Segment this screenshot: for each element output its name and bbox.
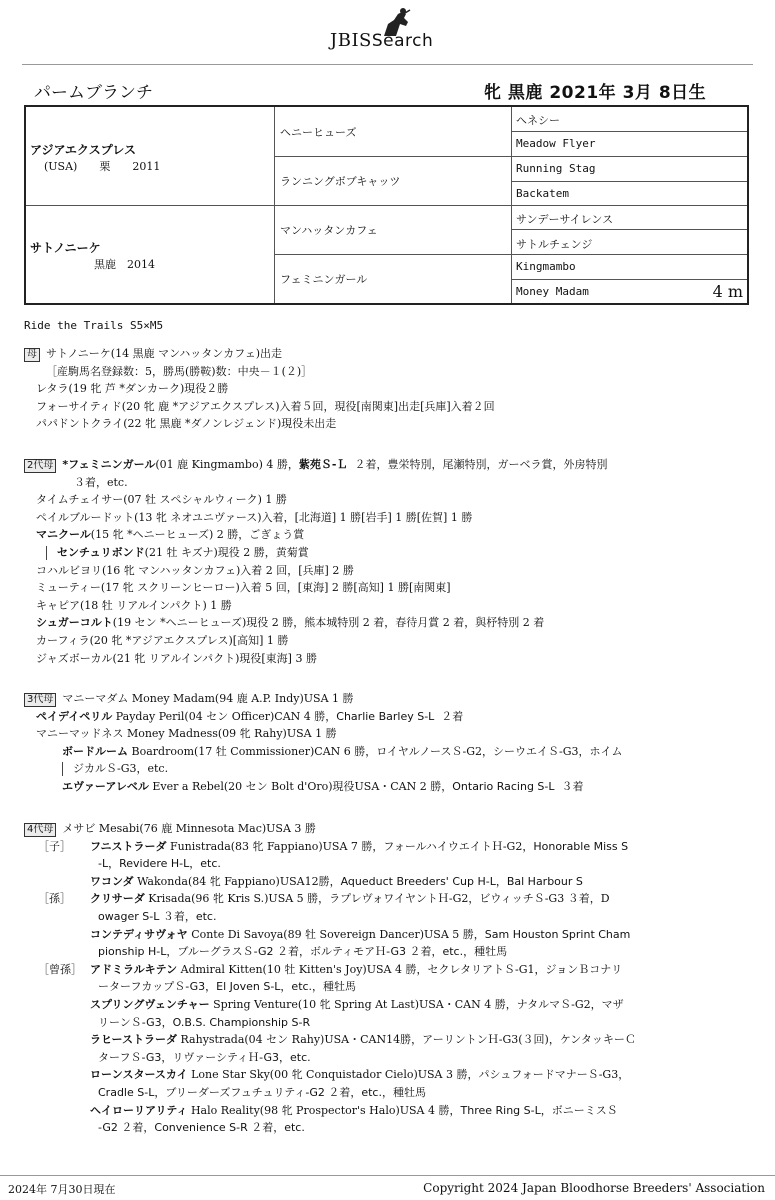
dam-dam[interactable]: フェミニンガール [280,273,368,286]
offspring-record-cont: -G2 ２着，Convenience S-R ２着，etc. [98,1121,305,1135]
offspring-record: (19 セン *ヘニーヒューズ)現役 2 勝，熊本城特別 2 着，春待月賞 2 着，與杼特別 2 着 [112,616,545,630]
offspring-record: Rahystrada(04 セン Rahy)USA・CAN14勝，アーリントンＨ-G3(３回)，ケンタッキーＣ [180,1033,636,1047]
offspring-name[interactable]: マニクール [36,528,91,542]
sire-name[interactable]: アジアエクスプレス [30,143,136,157]
race-name: Aqueduct Breeders' Cup H-L，Bal Harbour S [340,874,583,888]
dam-line[interactable]: サトノニーケ(14 黒鹿 マンハッタンカフェ)出走 [46,347,283,360]
offspring-record: Payday Peril(04 セン Officer)CAN 4 勝， [115,709,337,723]
offspring-record-cont: Cradle S-L，ブリーダーズフュチュリティ-G2 ２着，etc.，種牡馬 [98,1085,426,1099]
horse-info: 牝 黒鹿 2021年 3月 8日生 [484,83,707,103]
dam-name[interactable]: サトノニーケ [30,241,101,255]
as-of-date: 2024年 7月30日現在 [8,1183,116,1196]
offspring-line[interactable]: ジャズボーカル(21 牝 リアルインパクト)現役[東海] 3 勝 [36,651,317,665]
tag-dam: 母 [24,348,40,362]
offspring-name[interactable]: クリサーダ [90,892,145,906]
offspring-record: Krisada(96 牝 Kris S.)USA 5 勝，ラプレヴォワイヤントＨ-G2，ビウィッチＳ-G3 ３着，D [148,892,610,906]
footer-divider [0,1175,775,1176]
offspring-line[interactable]: ペイルブルードット(13 牝 ネオユニヴァース)入着，[北海道] 1 勝[岩手] 1 勝[佐賀] 1 勝 [36,510,473,524]
offspring-name[interactable]: ワコンダ [90,874,134,888]
label-grandchild: ［孫］ [38,892,71,906]
race-name: Sam Houston Sprint Cham [484,927,631,941]
offspring-record-cont: ジカルＳ-G3，etc. [73,762,169,776]
inbreed-note: 4 m [712,282,743,301]
offspring-record-cont: pionship H-L，ブルーグラスＳ-G2 ２着，ボルティモアＨ-G3 ２着，etc.，種牡馬 [98,945,508,959]
offspring-record-cont: owager S-L ３着，etc. [98,909,217,923]
offspring-line[interactable]: カーフィラ(20 牝 *アジアエクスプレス)[高知] 1 勝 [36,633,289,647]
offspring-record-cont: -L，Revidere H-L，etc. [98,857,221,871]
offspring-name[interactable]: ヘイローリアリティ [90,1103,188,1117]
cross-note: Ride the Trails S5×M5 [24,319,164,332]
second-dam-record: (01 鹿 Kingmambo) 4 勝， [155,458,299,471]
copyright: Copyright 2024 Japan Bloodhorse Breeders' Association [423,1181,765,1195]
sire-dam[interactable]: ランニングボブキャッツ [280,175,401,188]
offspring-name[interactable]: ローンスタースカイ [90,1068,188,1082]
sire-details: (USA) 栗 2011 [44,160,161,173]
offspring-record: Boardroom(17 牡 Commissioner)CAN 6 勝，ロイヤルノースＳ-G2，シーウエイＳ-G3，ホイム [131,744,623,758]
ped-g3-1[interactable]: ヘネシー [516,114,560,127]
offspring-record: Admiral Kitten(10 牡 Kitten's Joy)USA 4 勝，セクレタリアトＳ-G1，ジョンＢコナリ [180,962,623,976]
offspring-record-cont: リーンＳ-G3，O.B.S. Championship S-R [98,1015,311,1029]
offspring-record: Lone Star Sky(00 牝 Conquistador Cielo)USA 3 勝，パシュフォードマナーＳ-G3， [191,1068,630,1082]
ped-g3-4[interactable]: Backatem [516,187,569,200]
offspring-record: ，ボニーミスＳ [540,1103,618,1117]
dam-section [24,345,495,433]
offspring-name[interactable]: ラヒーストラーダ [90,1033,178,1047]
offspring-name[interactable]: アドミラルキテン [90,962,178,976]
offspring-line[interactable]: マニーマッドネス Money Madness(09 牝 Rahy)USA 1 勝 [36,727,337,741]
offspring-record: (21 牡 キズナ)現役 2 勝，黄菊賞 [144,545,309,559]
offspring-name[interactable]: エヴァーアレベル [62,779,149,793]
dam-stats: ［産駒馬名登録数：5，勝馬(勝鞍)数：中央－１(２)］ [46,364,313,378]
offspring-record: Ever a Rebel(20 セン Bolt d'Oro)現役USA・CAN 2 勝， [152,779,453,793]
dam-sire[interactable]: マンハッタンカフェ [280,224,378,237]
third-dam-line[interactable]: マニーマダム Money Madam(94 鹿 A.P. Indy)USA 1 勝 [62,692,354,705]
offspring-name[interactable]: ペイデイペリル [36,709,113,723]
tag-3rd-dam: 3代母 [24,693,56,707]
offspring-line[interactable]: コハルビヨリ(16 牝 マンハッタンカフェ)入着 2 回，[兵庫] 2 勝 [36,563,354,577]
lineage-bar [62,762,63,776]
tag-4th-dam: 4代母 [24,823,56,837]
offspring-line[interactable]: タイムチェイサー(07 牡 スペシャルウィーク) 1 勝 [36,493,287,507]
placing: ３着 [561,779,584,793]
offspring-record: Funistrada(83 牝 Fappiano)USA 7 勝，フォールハイウエイトＨ-G2， [169,839,534,853]
fourth-dam-section [24,820,636,1137]
ped-g3-7[interactable]: Kingmambo [516,260,576,273]
third-dam-section [24,690,623,796]
offspring-record-cont: ターフＳ-G3，リヴァーシティＨ-G3，etc. [98,1050,311,1064]
offspring-record-cont: ーターフカップＳ-G3，El Joven S-L，etc.，種牡馬 [98,980,357,994]
offspring-record: Wakonda(84 牝 Fappiano)USA12勝， [137,874,341,888]
offspring-name[interactable]: シュガーコルト [36,616,113,630]
offspring-line[interactable]: ミューティー(17 牝 スクリーンヒーロー)入着 5 回，[東海] 2 勝[高知] 1 勝[南関東] [36,581,451,595]
offspring-line[interactable]: フォーサイティド(20 牝 鹿 *アジアエクスプレス)入着５回，現役[南関東]出走[兵庫]入着２回 [36,399,495,413]
dam-cell[interactable] [30,239,155,272]
ped-g3-5[interactable]: サンデーサイレンス [516,213,614,226]
offspring-line[interactable]: レタラ(19 牝 芦 *ダンカーク)現役２勝 [36,382,229,396]
ped-g3-2[interactable]: Meadow Flyer [516,137,596,150]
offspring-record: Spring Venture(10 牝 Spring At Last)USA・CAN 4 勝，ナタルマＳ-G2，マザ [213,997,624,1011]
second-dam-record3: ３着，etc. [74,475,128,489]
offspring-name[interactable]: センチュリボンド [57,545,145,559]
horse-name: パームブランチ [34,83,153,103]
header-divider [22,64,753,65]
race-name: Ontario Racing S-L [452,779,555,793]
fourth-dam-line[interactable]: メサビ Mesabi(76 鹿 Minnesota Mac)USA 3 勝 [62,822,316,835]
dam-details: 黒鹿 2014 [94,258,155,271]
offspring-record: Conte Di Savoya(89 牡 Sovereign Dancer)USA 5 勝， [191,927,485,941]
placing: ２着 [441,709,464,723]
logo-search: Search [371,31,434,51]
ped-g3-8[interactable]: Money Madam [516,285,589,298]
second-dam-record2: ２着，豊栄特別，尾瀬特別，ガーベラ賞，外房特別 [354,458,608,471]
offspring-record: (15 牝 *ヘニーヒューズ) 2 勝，ごぎょう賞 [90,528,305,542]
race-name: Honorable Miss S [533,839,629,853]
race-name: 紫苑Ｓ-Ｌ [298,458,348,471]
ped-g3-3[interactable]: Running Stag [516,162,596,175]
offspring-name[interactable]: フニストラーダ [90,839,167,853]
ped-g3-6[interactable]: サトルチェンジ [516,238,593,251]
offspring-line[interactable]: キャピア(18 牡 リアルインパクト) 1 勝 [36,598,232,612]
second-dam-name[interactable]: *フェミニンガール [62,458,156,471]
jbis-logo[interactable] [328,6,458,52]
pedigree-table [24,105,749,305]
logo-jbis: JBIS [330,30,372,51]
sire-sire[interactable]: ヘニーヒューズ [280,126,357,139]
race-name: Three Ring S-L [460,1103,541,1117]
offspring-name[interactable]: スプリングヴェンチャー [90,997,210,1011]
label-child: ［子］ [38,839,71,853]
offspring-name[interactable]: コンテディサヴォヤ [90,927,188,941]
offspring-name[interactable]: ボードルーム [62,744,128,758]
race-name: Charlie Barley S-L [336,709,435,723]
sire-cell[interactable] [30,141,160,174]
label-great-grandchild: ［曾孫］ [38,962,82,976]
second-dam-section [24,456,607,667]
offspring-line[interactable]: パパドントクライ(22 牝 黒鹿 *ダノンレジェンド)現役未出走 [36,417,337,431]
offspring-record: Halo Reality(98 牝 Prospector's Halo)USA 4 勝， [190,1103,461,1117]
tag-2nd-dam: 2代母 [24,459,56,473]
lineage-bar [46,546,47,560]
